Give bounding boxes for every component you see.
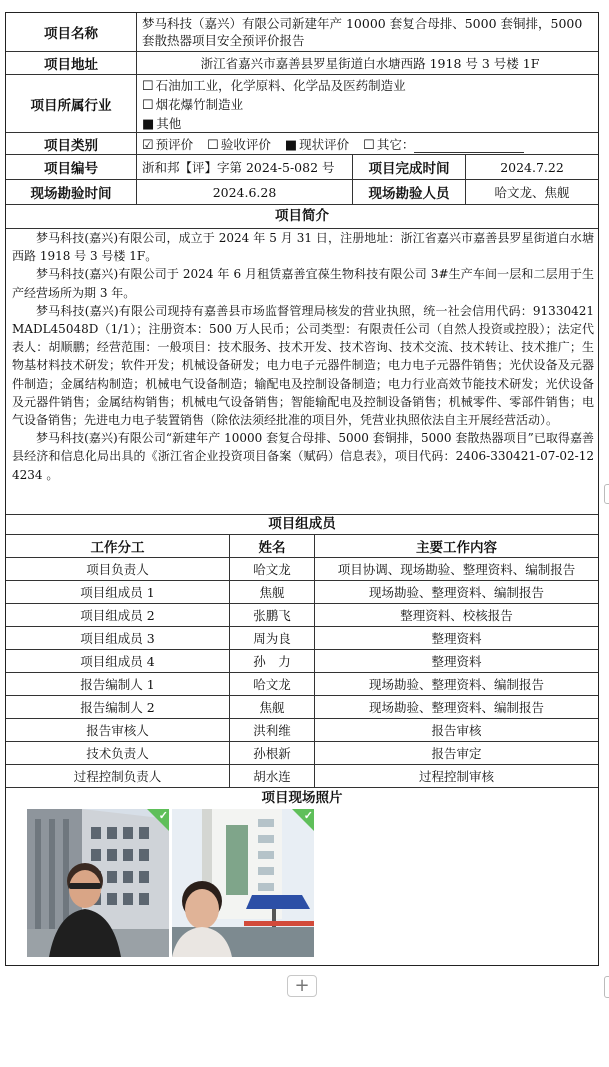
project-address-value: 浙江省嘉兴市嘉善县罗星街道白水塘西路 1918 号 3 号楼 1F — [200, 56, 540, 71]
member-role: 项目负责人 — [6, 558, 230, 580]
member-name: 哈文龙 — [230, 673, 315, 695]
industry-option-3[interactable] — [142, 115, 598, 134]
add-button[interactable]: + — [287, 975, 317, 997]
category-option-3[interactable] — [285, 135, 349, 153]
table-row — [6, 765, 598, 788]
member-tasks: 整理资料 — [431, 631, 482, 646]
label-project-category: 项目类别 — [6, 133, 137, 154]
member-tasks: 整理资料 — [431, 654, 482, 669]
members-section-title: 项目组成员 — [6, 515, 598, 535]
member-role: 项目组成员 2 — [6, 604, 230, 626]
checkbox-icon: ☐ — [207, 137, 219, 153]
label-project-name: 项目名称 — [6, 13, 137, 51]
category-option-label: 验收评价 — [220, 136, 271, 152]
table-row — [6, 673, 598, 696]
checkbox-icon: ☐ — [142, 79, 154, 94]
side-scroll-handle[interactable] — [604, 484, 609, 504]
member-role: 报告审核人 — [6, 719, 230, 741]
member-role: 报告编制人 2 — [6, 696, 230, 718]
intro-body — [6, 229, 598, 515]
member-tasks: 报告审核 — [431, 723, 482, 738]
intro-paragraph: 梦马科技(嘉兴)有限公司于 2024 年 6 月租赁嘉善宜葆生物科技有限公司 3#生产车间一层和二层用于生产经营场所为期 3 年。 — [12, 267, 594, 300]
table-row — [6, 627, 598, 650]
checkbox-checked-icon: ■ — [142, 117, 155, 132]
header-name: 姓名 — [230, 535, 315, 557]
row-project-name — [6, 13, 598, 52]
report-page — [5, 12, 599, 966]
intro-section-title: 项目简介 — [6, 205, 598, 229]
member-tasks: 现场勘验、整理资料、编制报告 — [368, 677, 544, 692]
category-options — [137, 133, 598, 154]
table-row — [6, 581, 598, 604]
survey-time-value: 2024.6.28 — [137, 180, 353, 204]
table-row — [6, 719, 598, 742]
site-photo-factory-gate — [172, 809, 314, 957]
label-project-address: 项目地址 — [6, 52, 137, 74]
table-row — [6, 558, 598, 581]
member-role: 技术负责人 — [6, 742, 230, 764]
member-tasks: 现场勘验、整理资料、编制报告 — [368, 585, 544, 600]
member-name: 张鹏飞 — [230, 604, 315, 626]
finish-time-value: 2024.7.22 — [500, 159, 564, 175]
category-option-2[interactable] — [207, 135, 271, 153]
label-survey-people: 现场勘验人员 — [353, 180, 466, 204]
category-option-label: 预评价 — [155, 136, 194, 152]
checkbox-checked-icon: ■ — [284, 137, 298, 153]
label-project-number: 项目编号 — [6, 155, 137, 179]
survey-people-value: 哈文龙、焦舰 — [494, 185, 570, 200]
site-photo-2[interactable] — [172, 809, 314, 957]
members-header-row — [6, 535, 598, 558]
row-project-number — [6, 155, 598, 180]
intro-paragraph: 梦马科技(嘉兴)有限公司，成立于 2024 年 5 月 31 日，注册地址：浙江省嘉兴市嘉善县罗星街道白水塘西路 1918 号 3 号楼 1F。 — [12, 231, 594, 264]
project-number-value: 浙和邦【评】字第 2024-5-082 号 — [137, 155, 353, 179]
row-project-address — [6, 52, 598, 75]
checkbox-checked-icon: ☑ — [142, 137, 154, 153]
category-option-1[interactable] — [142, 135, 193, 153]
checkbox-icon: ☐ — [142, 98, 154, 113]
member-name: 孙根新 — [230, 742, 315, 764]
member-role: 项目组成员 3 — [6, 627, 230, 649]
member-role: 项目组成员 1 — [6, 581, 230, 603]
industry-option-1[interactable] — [142, 77, 598, 96]
side-scroll-handle-bottom[interactable] — [604, 976, 609, 998]
member-name: 焦舰 — [230, 581, 315, 603]
other-blank-line — [414, 140, 524, 153]
row-project-industry — [6, 75, 598, 133]
industry-option-2[interactable] — [142, 96, 598, 115]
member-name: 焦舰 — [230, 696, 315, 718]
table-row — [6, 604, 598, 627]
label-survey-time: 现场勘验时间 — [6, 180, 137, 204]
member-name: 哈文龙 — [230, 558, 315, 580]
category-option-label: 现状评价 — [299, 136, 350, 152]
member-name: 洪利维 — [230, 719, 315, 741]
project-name-value — [137, 13, 598, 51]
row-project-category — [6, 133, 598, 155]
member-tasks: 项目协调、现场勘验、整理资料、编制报告 — [337, 562, 576, 577]
industry-option-label: 烟花爆竹制造业 — [155, 97, 244, 112]
label-finish-time: 项目完成时间 — [353, 155, 466, 179]
checkbox-icon: ☐ — [363, 137, 375, 153]
row-survey — [6, 180, 598, 205]
table-row — [6, 696, 598, 719]
site-photo-1[interactable] — [27, 809, 169, 957]
member-name: 周为良 — [230, 627, 315, 649]
member-tasks: 整理资料、校核报告 — [400, 608, 513, 623]
table-row — [6, 650, 598, 673]
photos-section-title: 项目现场照片 — [261, 790, 343, 806]
member-tasks: 报告审定 — [431, 746, 482, 761]
header-role: 工作分工 — [6, 535, 230, 557]
intro-paragraph: 梦马科技(嘉兴)有限公司现持有嘉善县市场监督管理局核发的营业执照，统一社会信用代码：91330421MADL45048D（1/1）；注册资本：500 万人民币；公司类型：有限责任公司（自然人投资或控股）；法定代表人：胡顺鹏；经营范围：一般项目：技术服务、技术开发、技术咨询、技术交流、技术转让、技术推广；生物基材料技术研发；软件开发；机械设备研发；电力电子元器件制造；电力电子元器件销售；光伏设备及元器件制造；金属结构制造；机械电气设备制造；输配电及控制设备制造；电力行业高效节能技术研发；光伏设备及元器件销售；金属结构销售；机械电气设备销售；智能输配电及控制设备销售；机械零件、零部件销售；电气设备销售；先进电力电子装置销售（除依法须经批准的项目外，凭营业执照依法自主开展经营活动）。 — [12, 303, 594, 428]
category-option-label: 其它： — [376, 136, 415, 152]
industry-options — [137, 75, 598, 132]
member-role: 报告编制人 1 — [6, 673, 230, 695]
check-badge-icon: ✓ — [147, 809, 169, 831]
industry-option-label: 其他 — [156, 116, 182, 131]
member-tasks: 现场勘验、整理资料、编制报告 — [368, 700, 544, 715]
table-row — [6, 742, 598, 765]
label-project-industry: 项目所属行业 — [6, 75, 137, 132]
member-role: 项目组成员 4 — [6, 650, 230, 672]
category-option-4[interactable] — [363, 135, 524, 153]
member-name: 孙 力 — [230, 650, 315, 672]
site-photo-building-street — [27, 809, 169, 957]
member-role: 过程控制负责人 — [6, 765, 230, 787]
project-name-text: 梦马科技（嘉兴）有限公司新建年产 10000 套复合母排、5000 套铜排，5000 套散热器项目安全预评价报告 — [142, 16, 583, 48]
header-tasks: 主要工作内容 — [416, 540, 497, 556]
industry-option-label: 石油加工业，化学原料、化学品及医药制造业 — [155, 78, 406, 93]
member-tasks: 过程控制审核 — [418, 769, 494, 784]
intro-paragraph: 梦马科技(嘉兴)有限公司“新建年产 10000 套复合母排、5000 套铜排，5000 套散热器项目”已取得嘉善县经济和信息化局出具的《浙江省企业投资项目备案（赋码）信息表》，项目代码：2406-330421-07-02-124234 。 — [12, 431, 594, 482]
member-name: 胡水连 — [230, 765, 315, 787]
check-badge-icon: ✓ — [292, 809, 314, 831]
